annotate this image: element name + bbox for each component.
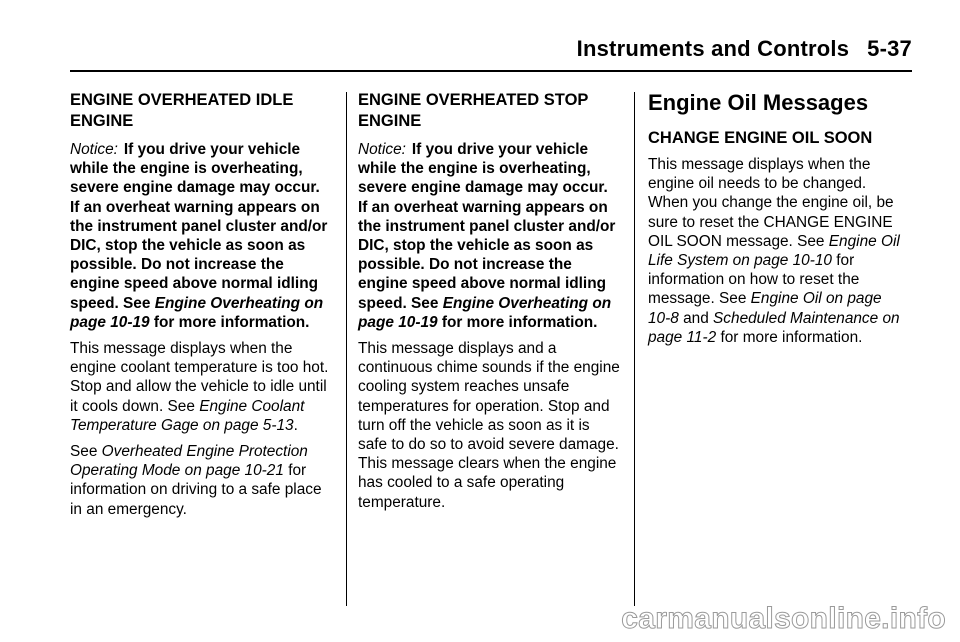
notice-label: Notice: xyxy=(70,141,118,158)
page-header xyxy=(577,36,912,62)
paragraph-text: This message displays when the engine oil needs to be changed. When you change the engine oil, be sure to reset the CHANGE ENGINE OIL SOON message. See xyxy=(648,156,894,250)
section-title: Instruments and Controls xyxy=(576,36,850,61)
oil-life-system-link[interactable]: Engine Oil Life System on page 10‑10 xyxy=(648,232,900,270)
notice-text: If you drive your vehicle while the engine is overheating, severe engine damage may occur. If an overheat warning appears on the instrument panel cluster and/or DIC, stop the vehicle as soon as possible. Do not increase the engine speed above normal idling speed. See xyxy=(358,141,616,312)
engine-overheating-link[interactable]: Engine Overheating on page 10‑19 xyxy=(358,294,612,331)
column-3 xyxy=(648,90,910,354)
protection-mode-paragraph xyxy=(70,442,332,519)
header-rule xyxy=(70,70,912,72)
stop-engine-paragraph: This message displays and a continuous chime sounds if the engine cooling system reaches unsafe temperatures for operation. Stop and turn off the vehicle as soon as it is safe to do so to avoid severe damage. This message clears when the engine has cooled to a safe operating temperature. xyxy=(358,340,620,511)
idle-engine-notice xyxy=(70,140,332,332)
idle-engine-heading: ENGINE OVERHEATED IDLE ENGINE xyxy=(70,91,294,130)
paragraph-tail: . xyxy=(293,416,298,434)
engine-overheating-link[interactable]: Engine Overheating on page 10‑19 xyxy=(70,294,324,331)
idle-engine-paragraph xyxy=(70,339,332,435)
watermark: carmanualsonline.info xyxy=(621,602,946,635)
paragraph-lead: See xyxy=(70,443,102,461)
change-oil-soon-heading: CHANGE ENGINE OIL SOON xyxy=(648,129,873,147)
stop-engine-notice xyxy=(358,140,620,332)
column-divider-2 xyxy=(634,92,635,606)
scheduled-maintenance-link[interactable]: Scheduled Maintenance on page 11‑2 xyxy=(648,309,900,346)
notice-tail: for more information. xyxy=(437,313,598,331)
stop-engine-heading: ENGINE OVERHEATED STOP ENGINE xyxy=(358,91,589,130)
notice-tail: for more information. xyxy=(149,313,310,331)
paragraph-tail: for information on driving to a safe place in an emergency. xyxy=(70,462,322,518)
column-2 xyxy=(358,90,620,519)
paragraph-text: This message displays when the engine coolant temperature is too hot. Stop and allow the vehicle to idle until it cools down. See xyxy=(70,340,329,415)
page-number: 5-37 xyxy=(867,36,912,61)
engine-oil-link[interactable]: Engine Oil on page 10‑8 xyxy=(648,290,882,327)
notice-label: Notice: xyxy=(358,141,406,158)
protection-mode-link[interactable]: Overheated Engine Protection Operating Mode on page 10‑21 xyxy=(70,443,308,480)
paragraph-text: for information on how to reset the message. See xyxy=(648,252,860,308)
paragraph-tail: for more information. xyxy=(716,328,863,346)
notice-text: If you drive your vehicle while the engine is overheating, severe engine damage may occur. If an overheat warning appears on the instrument panel cluster and/or DIC, stop the vehicle as soon as possible. Do not increase the engine speed above normal idling speed. See xyxy=(70,141,328,312)
coolant-temperature-gage-link[interactable]: Engine Coolant Temperature Gage on page 5‑13 xyxy=(70,397,305,434)
engine-oil-messages-title: Engine Oil Messages xyxy=(648,90,869,115)
change-oil-paragraph xyxy=(648,155,910,347)
column-divider-1 xyxy=(346,92,347,606)
paragraph-text: and xyxy=(678,309,714,327)
column-1 xyxy=(70,90,332,526)
